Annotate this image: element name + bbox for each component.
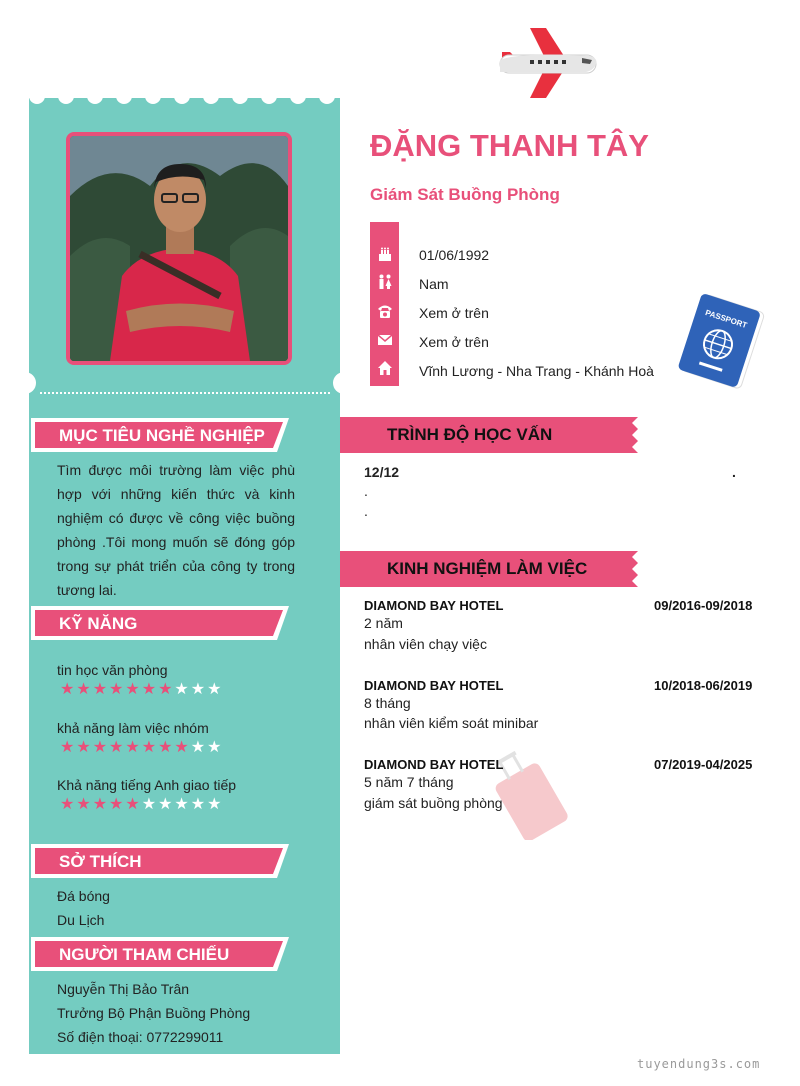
email: Xem ở trên <box>419 334 489 350</box>
education-line: . <box>364 483 368 499</box>
star-filled-icon: ★ <box>109 739 126 756</box>
mail-icon <box>370 330 399 350</box>
star-empty-icon: ★ <box>190 796 208 813</box>
reference-phone: Số điện thoại: 0772299011 <box>57 1029 224 1045</box>
watermark: tuyendung3s.com <box>637 1057 761 1071</box>
reference-banner <box>31 937 289 971</box>
profile-photo-image <box>70 136 288 361</box>
education-banner <box>340 417 638 453</box>
star-filled-icon: ★ <box>76 681 93 698</box>
star-empty-icon: ★ <box>190 681 208 698</box>
job-company: DIAMOND BAY HOTEL <box>364 678 504 693</box>
star-filled-icon: ★ <box>125 739 142 756</box>
job-role: nhân viên kiểm soát minibar <box>364 715 539 731</box>
reference-heading: NGƯỜI THAM CHIẾU <box>59 945 230 964</box>
gender-icon <box>370 272 399 292</box>
hobbies-heading: SỞ THÍCH <box>59 852 142 871</box>
star-empty-icon: ★ <box>207 796 224 813</box>
star-empty-icon: ★ <box>158 796 175 813</box>
phone: Xem ở trên <box>419 305 489 321</box>
job-duration: 8 tháng <box>364 695 411 711</box>
star-filled-icon: ★ <box>76 739 93 756</box>
star-filled-icon: ★ <box>92 796 110 813</box>
star-filled-icon: ★ <box>174 739 191 756</box>
star-filled-icon: ★ <box>76 796 93 813</box>
address: Vĩnh Lương - Nha Trang - Khánh Hoà <box>419 363 654 379</box>
education-level: 12/12 <box>364 464 400 480</box>
ticket-scallop-edge <box>29 92 340 108</box>
skill-name: Khả năng tiếng Anh giao tiếp <box>57 777 237 793</box>
job-company: DIAMOND BAY HOTEL <box>364 598 504 613</box>
hobby-item: Du Lịch <box>57 912 105 928</box>
experience-heading: KINH NGHIỆM LÀM VIỆC <box>387 559 588 578</box>
skill-name: khả năng làm việc nhóm <box>57 720 209 736</box>
star-empty-icon: ★ <box>141 796 159 813</box>
star-filled-icon: ★ <box>158 739 175 756</box>
star-empty-icon: ★ <box>174 796 191 813</box>
objective-banner <box>31 418 289 452</box>
job-duration: 5 năm 7 tháng <box>364 774 454 790</box>
star-filled-icon: ★ <box>125 796 142 813</box>
star-empty-icon: ★ <box>174 681 191 698</box>
skills-heading: KỸ NĂNG <box>59 614 138 633</box>
job-title: Giám Sát Buồng Phòng <box>370 185 560 204</box>
star-empty-icon: ★ <box>207 681 224 698</box>
job-company: DIAMOND BAY HOTEL <box>364 757 504 772</box>
star-filled-icon: ★ <box>92 681 110 698</box>
star-filled-icon: ★ <box>109 681 126 698</box>
profile-photo <box>66 132 292 365</box>
education-line: . <box>364 503 368 519</box>
hobby-item: Đá bóng <box>57 888 110 904</box>
passport-label: PASSPORT <box>704 308 749 331</box>
star-filled-icon: ★ <box>141 739 159 756</box>
star-filled-icon: ★ <box>92 739 110 756</box>
passport-icon <box>678 294 770 390</box>
job-role: giám sát buồng phòng <box>364 795 503 811</box>
education-heading: TRÌNH ĐỘ HỌC VẤN <box>387 425 553 444</box>
airplane-icon <box>490 22 602 104</box>
phone-icon <box>370 301 399 321</box>
home-icon <box>370 358 399 378</box>
job-period: 09/2016-09/2018 <box>654 598 753 613</box>
birth-date: 01/06/1992 <box>419 247 490 263</box>
star-filled-icon: ★ <box>60 796 77 813</box>
job-duration: 2 năm <box>364 615 403 631</box>
hobbies-banner <box>31 844 289 878</box>
star-filled-icon: ★ <box>109 796 126 813</box>
star-empty-icon: ★ <box>190 739 208 756</box>
skills-banner <box>31 606 289 640</box>
star-filled-icon: ★ <box>141 681 159 698</box>
reference-position: Trưởng Bộ Phận Buồng Phòng <box>57 1005 251 1021</box>
objective-heading: MỤC TIÊU NGHỀ NGHIỆP <box>59 426 265 445</box>
candidate-name: ĐẶNG THANH TÂY <box>370 128 649 163</box>
star-filled-icon: ★ <box>60 681 77 698</box>
star-filled-icon: ★ <box>60 739 77 756</box>
skill-name: tin học văn phòng <box>57 662 168 678</box>
perforation-divider <box>40 392 330 394</box>
experience-banner <box>340 551 638 587</box>
cake-icon <box>370 244 399 264</box>
objective-text: Tìm được môi trường làm việc phù hợp với những kiến thức và kinh nghiệm có được về công việc buồng phòng .Tôi mong muốn sẽ đóng góp trong sự phát triển của công ty trong tương lai. <box>57 462 295 598</box>
reference-name: Nguyễn Thị Bảo Trân <box>57 981 190 997</box>
gender: Nam <box>419 276 449 292</box>
education-right-mark: . <box>732 464 736 480</box>
skill-rating <box>60 797 223 813</box>
star-empty-icon: ★ <box>207 739 224 756</box>
star-filled-icon: ★ <box>158 681 175 698</box>
job-role: nhân viên chạy việc <box>364 636 487 652</box>
job-period: 07/2019-04/2025 <box>654 757 753 772</box>
contact-icon-bar <box>370 222 399 386</box>
job-period: 10/2018-06/2019 <box>654 678 753 693</box>
star-filled-icon: ★ <box>125 681 142 698</box>
skill-rating <box>60 682 223 698</box>
skill-rating <box>60 740 223 756</box>
